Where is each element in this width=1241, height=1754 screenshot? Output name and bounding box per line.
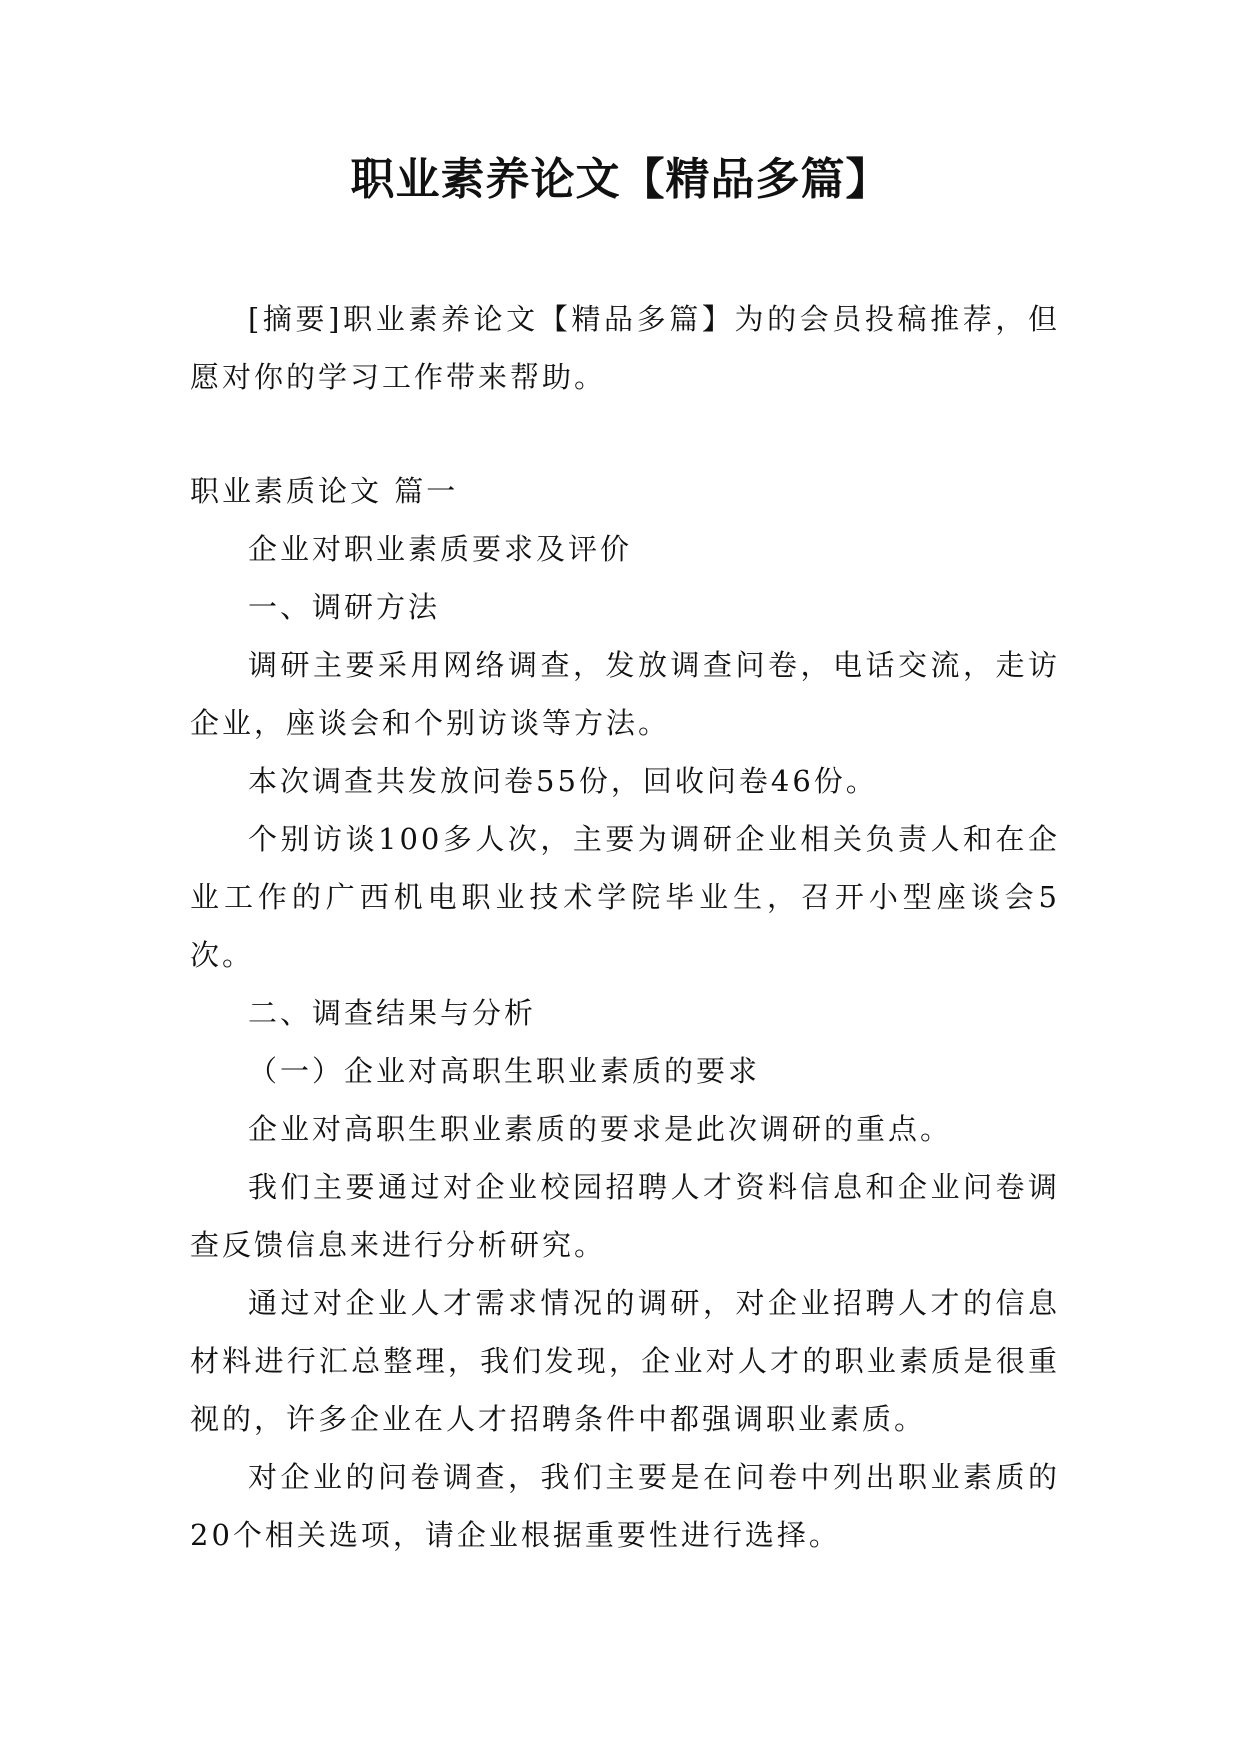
section-heading: 职业素质论文 篇一 (190, 474, 459, 508)
document-title: 职业素养论文【精品多篇】 (350, 154, 891, 205)
paragraph: 二、调查结果与分析 (248, 996, 537, 1030)
paragraph: （一）企业对高职生职业素质的要求 (248, 1054, 761, 1088)
paragraph: 企业对高职生职业素质的要求是此次调研的重点。 (248, 1112, 953, 1146)
paragraph: 我们主要通过对企业校园招聘人才资料信息和企业问卷调查反馈信息来进行分析研究。 (190, 1170, 1060, 1262)
paragraph: 通过对企业人才需求情况的调研，对企业招聘人才的信息材料进行汇总整理，我们发现，企业对人才的职业素质是很重视的，许多企业在人才招聘条件中都强调职业素质。 (190, 1286, 1060, 1436)
paragraph: 一、调研方法 (248, 590, 441, 624)
document-body (190, 290, 1060, 1564)
paragraph: 对企业的问卷调查，我们主要是在问卷中列出职业素质的20个相关选项，请企业根据重要性进行选择。 (190, 1460, 1060, 1552)
abstract-paragraph: [摘要]职业素养论文【精品多篇】为的会员投稿推荐，但愿对你的学习工作带来帮助。 (190, 302, 1060, 394)
paragraph: 调研主要采用网络调查，发放调查问卷，电话交流，走访企业，座谈会和个别访谈等方法。 (190, 648, 1060, 740)
paragraph: 个别访谈100多人次，主要为调研企业相关负责人和在企业工作的广西机电职业技术学院毕业生，召开小型座谈会5次。 (190, 822, 1060, 972)
paragraph: 本次调查共发放问卷55份，回收问卷46份。 (248, 764, 878, 798)
paragraph: 企业对职业素质要求及评价 (248, 532, 633, 566)
